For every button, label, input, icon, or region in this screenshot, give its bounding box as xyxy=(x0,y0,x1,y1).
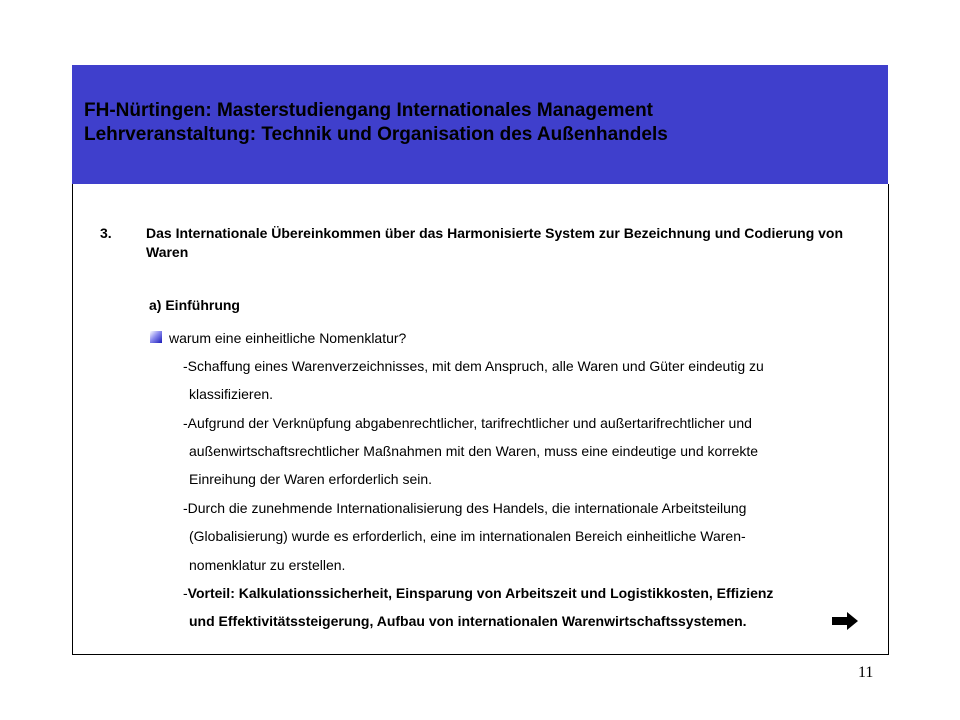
header-banner xyxy=(72,65,888,185)
page-number: 11 xyxy=(858,664,874,681)
section-number: 3. xyxy=(100,225,112,241)
body-line: außenwirtschaftsrechtlicher Maßnahmen mit den Waren, muss eine eindeutige und korrekte xyxy=(189,443,759,459)
body-line: -Aufgrund der Verknüpfung abgabenrechtlicher, tarifrechtlicher und außertarifrechtlicher und xyxy=(183,415,752,431)
content-panel xyxy=(72,184,889,655)
body-line: -Durch die zunehmende Internationalisierung des Handels, die internationale Arbeitsteilung xyxy=(183,500,747,516)
body-line: (Globalisierung) wurde es erforderlich, eine im internationalen Bereich einheitliche Waren- xyxy=(189,528,746,544)
advantage-prefix: - xyxy=(183,585,188,601)
body-line: nomenklatur zu erstellen. xyxy=(189,557,346,573)
header-title-line2: Lehrveranstaltung: Technik und Organisation des Außenhandels xyxy=(84,124,668,145)
question-item xyxy=(169,330,406,346)
advantage-text-1: Vorteil: Kalkulationssicherheit, Einsparung von Arbeitszeit und Logistikkosten, Effizienz xyxy=(187,585,774,601)
body-line: -Schaffung eines Warenverzeichnisses, mit dem Anspruch, alle Waren und Güter eindeutig zu xyxy=(183,358,764,374)
section-title: Das Internationale Übereinkommen über das Harmonisierte System zur Bezeichnung und Codierung von Waren xyxy=(146,225,844,260)
header-title xyxy=(84,99,668,147)
advantage-line2: und Effektivitätssteigerung, Aufbau von internationalen Warenwirtschaftssystemen. xyxy=(189,613,747,629)
question-text: warum eine einheitliche Nomenklatur? xyxy=(169,330,407,346)
square-bullet-icon xyxy=(150,331,162,343)
body-line: Einreihung der Waren erforderlich sein. xyxy=(189,471,433,487)
right-arrow-icon[interactable] xyxy=(832,612,858,630)
subsection-heading: a) Einführung xyxy=(149,297,240,313)
header-title-line1: FH-Nürtingen: Masterstudiengang Internationales Management xyxy=(84,100,653,121)
body-line: klassifizieren. xyxy=(189,386,274,402)
advantage-line1 xyxy=(183,584,773,602)
